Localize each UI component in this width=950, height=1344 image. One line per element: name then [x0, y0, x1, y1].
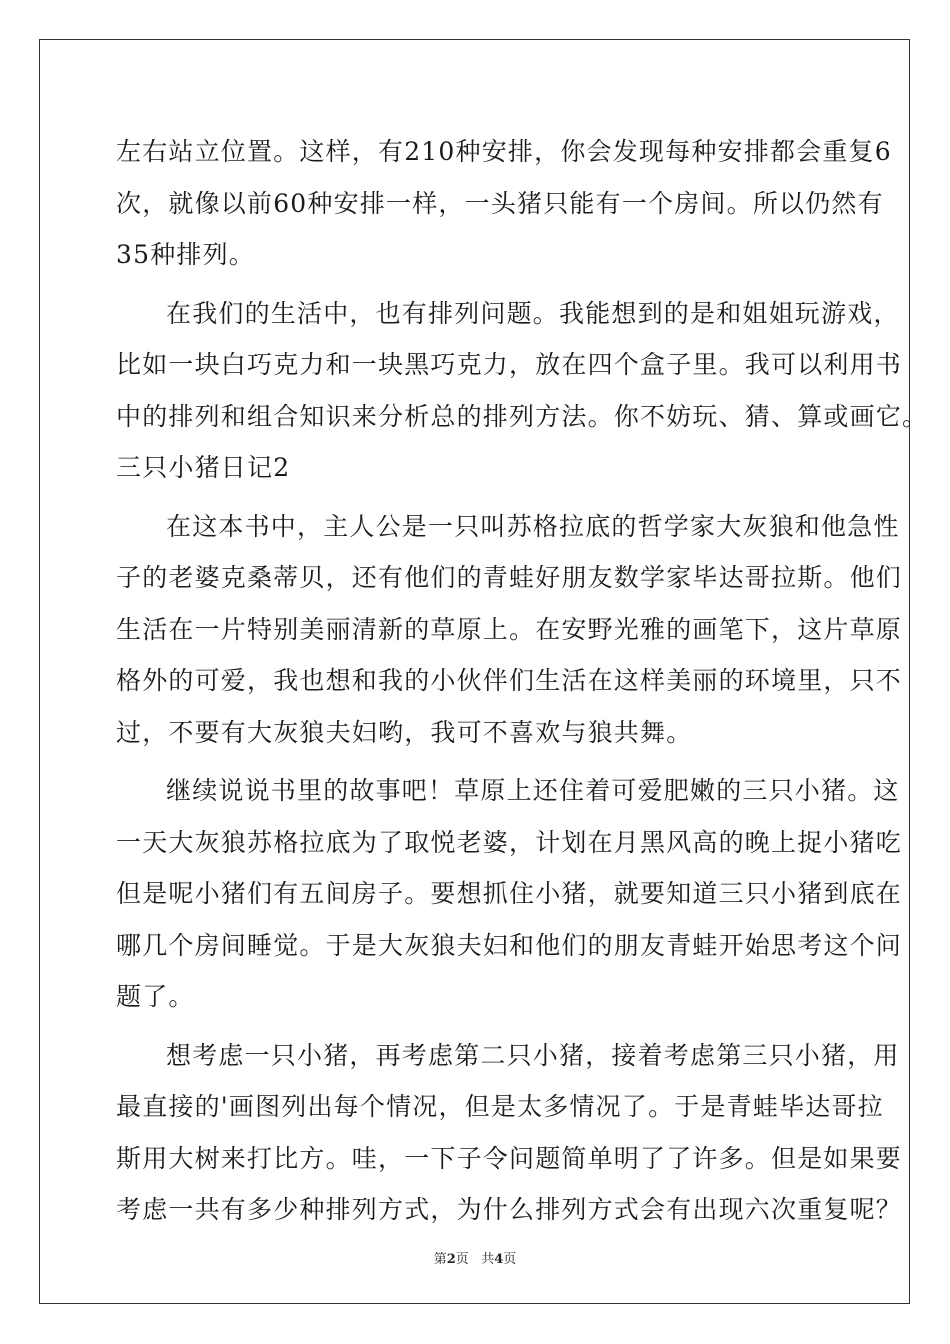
page-label-suffix: 页: [455, 1252, 469, 1267]
text-line: 哪几个房间睡觉。于是大灰狼夫妇和他们的朋友青蛙开始思考这个问: [116, 930, 903, 960]
text-line: 考虑一共有多少种排列方式，为什么排列方式会有出现六次重复呢？: [116, 1195, 903, 1224]
text-line: 但是呢小猪们有五间房子。要想抓住小猪，就要知道三只小猪到底在: [116, 879, 903, 908]
text-line: 35种排列。: [116, 240, 256, 269]
paragraph-first-line: 继续说说书里的故事吧！草原上还住着可爱肥嫩的三只小猪。这: [166, 776, 900, 805]
total-pages: 4: [494, 1252, 504, 1267]
text-line: 生活在一片特别美丽清新的草原上。在安野光雅的画笔下，这片草原: [116, 614, 903, 644]
page-label-prefix: 第: [433, 1252, 447, 1267]
text-line: 斯用大树来打比方。哇，一下子令问题简单明了了许多。但是如果要: [116, 1143, 903, 1173]
text-line: 过，不要有大灰狼夫妇哟，我可不喜欢与狼共舞。: [116, 717, 693, 747]
text-line: 次，就像以前60种安排一样，一头猪只能有一个房间。所以仍然有: [116, 188, 884, 218]
paragraph-first-line: 在我们的生活中，也有排列问题。我能想到的是和姐姐玩游戏，: [166, 298, 900, 328]
text-line: 格外的可爱，我也想和我的小伙伴们生活在这样美丽的环境里，只不: [116, 666, 903, 695]
text-line: 题了。: [116, 982, 195, 1011]
text-line: 子的老婆克桑蒂贝，还有他们的青蛙好朋友数学家毕达哥拉斯。他们: [116, 563, 903, 592]
paragraph-first-line: 想考虑一只小猪，再考虑第二只小猪，接着考虑第三只小猪，用: [166, 1040, 900, 1070]
text-line: 中的排列和组合知识来分析总的排列方法。你不妨玩、猜、算或画它。: [116, 401, 929, 431]
page-footer: [0, 1248, 950, 1267]
document-body: [116, 126, 929, 1236]
page-number: 2: [446, 1252, 456, 1267]
text-line: 左右站立位置。这样，有210种安排，你会发现每种安排都会重复6: [116, 137, 892, 166]
total-label-suffix: 页: [503, 1252, 517, 1267]
total-label-prefix: 共: [481, 1252, 495, 1267]
section-heading: 三只小猪日记2: [116, 453, 291, 482]
paragraph-first-line: 在这本书中，主人公是一只叫苏格拉底的哲学家大灰狼和他急性: [166, 511, 900, 541]
text-line: 一天大灰狼苏格拉底为了取悦老婆，计划在月黑风高的晚上捉小猪吃: [116, 827, 903, 857]
text-line: 最直接的'画图列出每个情况，但是太多情况了。于是青蛙毕达哥拉: [116, 1092, 884, 1121]
text-line: 比如一块白巧克力和一块黑巧克力，放在四个盒子里。我可以利用书: [116, 350, 903, 379]
